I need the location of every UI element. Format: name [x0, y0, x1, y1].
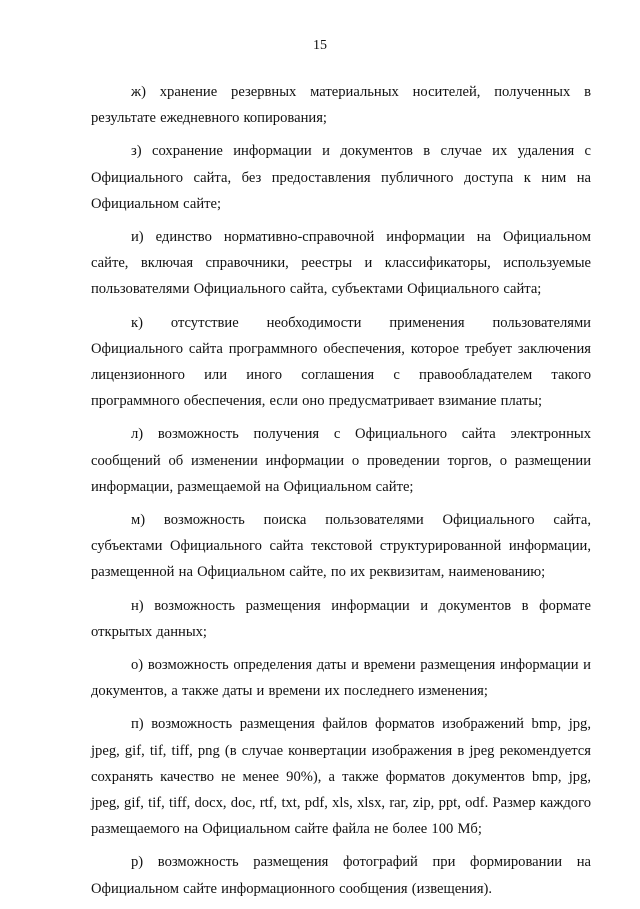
paragraph-m: м) возможность поиска пользователями Официального сайта, субъектами Официального сайта текстовой структурированной информации, размещенной на Официальном сайте, по их реквизитам, наименованию; — [91, 512, 591, 581]
document-body — [91, 79, 591, 909]
paragraph-z: з) сохранение информации и документов в случае их удаления с Официального сайта, без предоставления публичного доступа к ним на Официальном сайте; — [91, 143, 591, 212]
paragraph-l: л) возможность получения с Официального сайта электронных сообщений об изменении информации о проведении торгов, о размещении информации, размещаемой на Официальном сайте; — [91, 426, 591, 495]
paragraph-p: п) возможность размещения файлов форматов изображений bmp, jpg, jpeg, gif, tif, tiff, png (в случае конвертации изображения в jpeg рекомендуется сохранять качество не менее 90%), а также форматов документов bmp, jpg, jpeg, gif, tif, tiff, docx, doc, rtf, txt, pdf, xls, xlsx, rar, zip, ppt, odf. Размер каждого размещаемого на Официальном сайте файла не более 100 Мб; — [91, 716, 591, 838]
paragraph-zh: ж) хранение резервных материальных носителей, полученных в результате ежедневного копирования; — [91, 84, 591, 127]
page-number: 15 — [313, 38, 327, 53]
paragraph-n: н) возможность размещения информации и документов в формате открытых данных; — [91, 597, 591, 640]
paragraph-o: о) возможность определения даты и времени размещения информации и документов, а также даты и времени их последнего изменения; — [91, 657, 591, 700]
paragraph-i: и) единство нормативно-справочной информации на Официальном сайте, включая справочники, реестры и классификаторы, используемые пользователями Официального сайта, субъектами Официального сайта; — [91, 229, 591, 298]
paragraph-r: р) возможность размещения фотографий при формировании на Официальном сайте информационного сообщения (извещения). — [91, 854, 591, 897]
paragraph-k: к) отсутствие необходимости применения пользователями Официального сайта программного обеспечения, которое требует заключения лицензионного или иного соглашения с правообладателем такого программного обеспечения, если оно предусматривает взимание платы; — [91, 314, 591, 410]
